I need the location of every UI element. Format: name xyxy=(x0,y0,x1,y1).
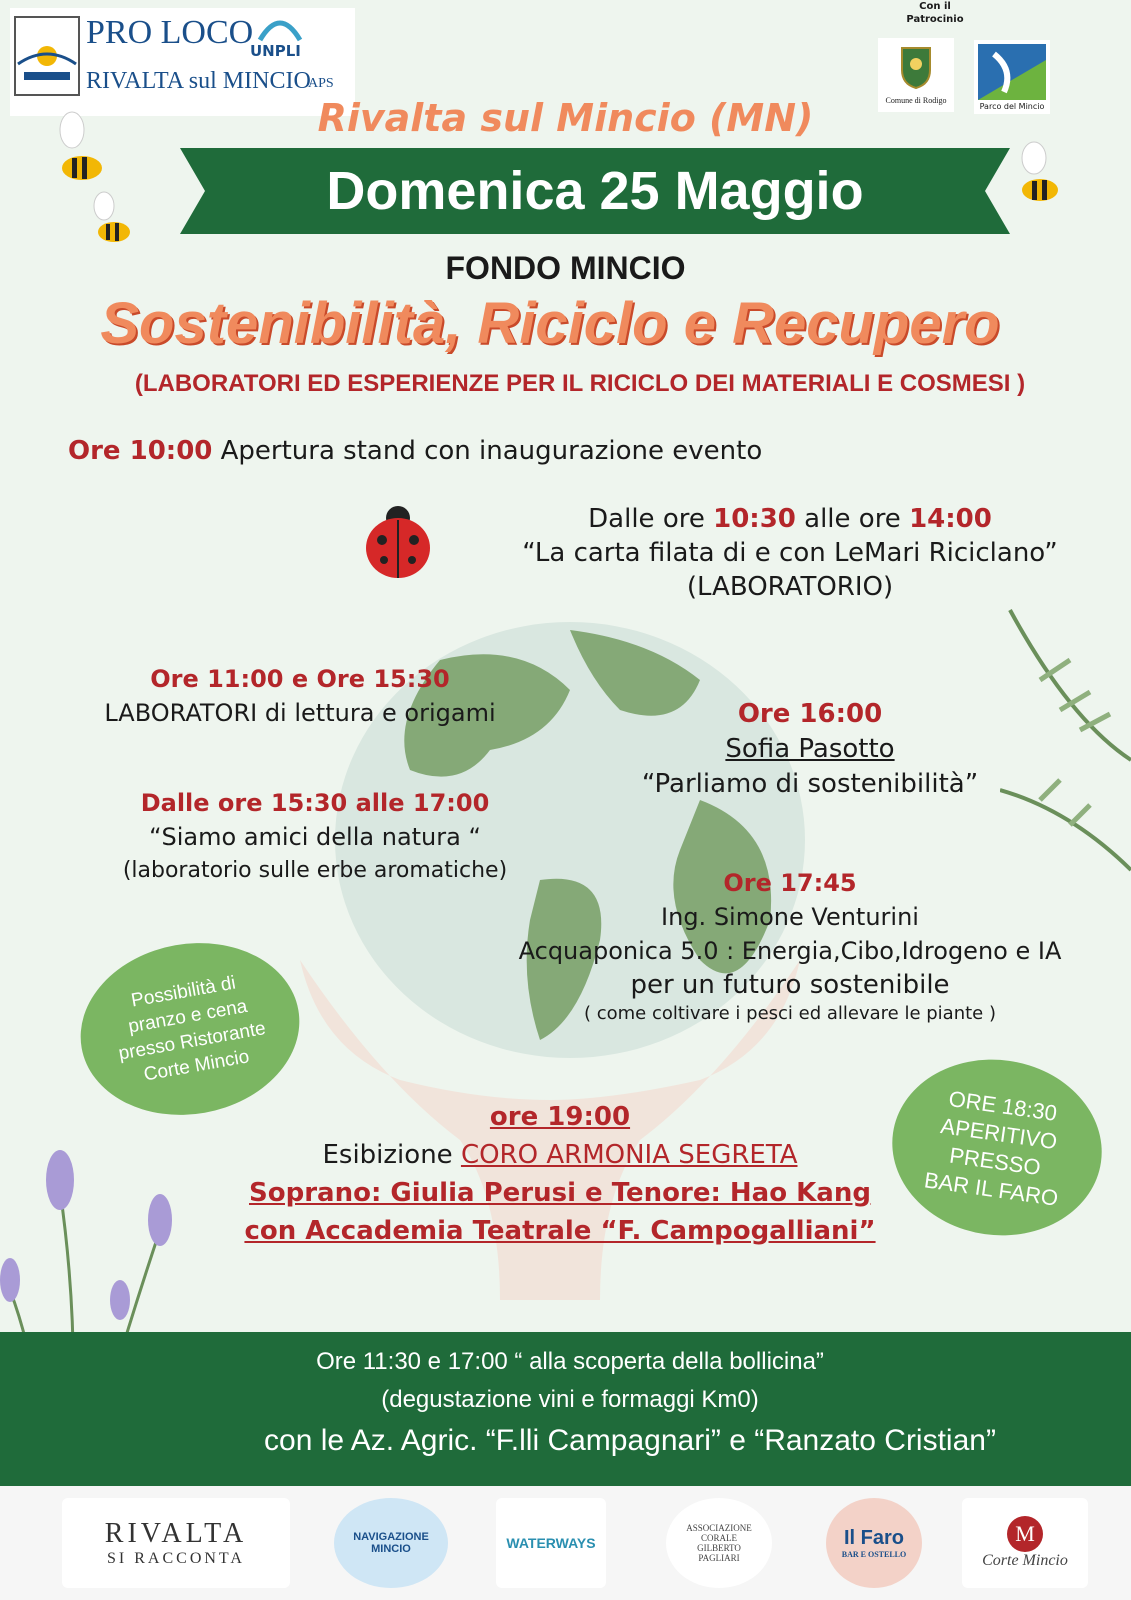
schedule-time-line xyxy=(500,502,1080,536)
schedule-time: Ore 10:00 xyxy=(68,436,213,466)
schedule-text: “La carta filata di e con LeMari Riciclano” xyxy=(522,538,1058,568)
rivalta-si-racconta-logo xyxy=(62,1498,290,1588)
schedule-time: Ore 17:45 xyxy=(723,869,857,897)
navigazione-logo-text: NAVIGAZIONE MINCIO xyxy=(353,1531,429,1555)
waterways-logo xyxy=(496,1498,606,1588)
schedule-item-6 xyxy=(470,866,1110,1026)
corte-mincio-emblem: M xyxy=(1007,1516,1043,1552)
event-subtitle: (LABORATORI ED ESPERIENZE PER IL RICICLO DEI MATERIALI E COSMESI ) xyxy=(134,370,1026,397)
tasting-line-1: Ore 11:30 e 17:00 “ alla scoperta della bollicina” xyxy=(316,1348,824,1375)
corte-mincio-logo-text: Corte Mincio xyxy=(982,1552,1068,1569)
bee-icon xyxy=(1010,140,1070,210)
proloco-aps: APS xyxy=(308,76,334,91)
unpli-logo-icon xyxy=(255,10,305,44)
schedule-time: ore 19:00 xyxy=(489,1102,631,1132)
rivalta-logo-subtext: SI RACCONTA xyxy=(107,1550,245,1567)
parco-label: Parco del Mincio xyxy=(979,102,1045,111)
speaker-name: Sofia Pasotto xyxy=(725,734,895,764)
schedule-item-1 xyxy=(68,436,762,466)
navigazione-mincio-logo xyxy=(334,1498,448,1588)
schedule-text: LABORATORI di lettura e origami xyxy=(104,699,496,727)
schedule-item-2 xyxy=(500,502,1080,604)
unpli-label: UNPLI xyxy=(250,42,301,60)
corte-mincio-logo xyxy=(962,1498,1088,1588)
event-venue: FONDO MINCIO xyxy=(445,250,686,286)
il-faro-logo xyxy=(826,1498,922,1588)
rivalta-logo-text: RIVALTA xyxy=(104,1518,248,1549)
event-title: Sostenibilità, Riciclo e Recupero xyxy=(100,291,1000,356)
schedule-note: ( come coltivare i pesci ed allevare le piante ) xyxy=(583,1003,996,1024)
ladybug-icon xyxy=(360,500,436,582)
schedule-note: (LABORATORIO) xyxy=(686,572,894,602)
schedule-text: Apertura stand con inaugurazione evento xyxy=(220,436,763,466)
heron-icon xyxy=(974,40,1050,102)
schedule-text: per un futuro sostenibile xyxy=(630,970,950,1000)
tasting-line-2: (degustazione vini e formaggi Km0) xyxy=(381,1386,759,1413)
proloco-place: RIVALTA sul MINCIO xyxy=(86,68,311,94)
schedule-time: Dalle ore 15:30 alle 17:00 xyxy=(140,789,490,817)
event-date: Domenica 25 Maggio xyxy=(326,161,864,221)
comune-label: Comune di Rodigo xyxy=(885,96,947,105)
patrocinio-label: Con il Patrocinio xyxy=(906,1,964,25)
lunch-badge-text: Possibilità di pranzo e cena presso Ristorante Corte Mincio xyxy=(117,972,268,1086)
event-location: Rivalta sul Mincio (MN) xyxy=(317,96,814,140)
schedule-text: “Parliamo di sostenibilità” xyxy=(641,769,979,799)
schedule-time: 14:00 xyxy=(909,504,992,534)
schedule-label: Esibizione xyxy=(322,1140,453,1170)
proloco-emblem-icon xyxy=(14,16,80,96)
schedule-item-7 xyxy=(180,1098,940,1250)
corale-logo-text: ASSOCIAZIONE CORALE GILBERTO PAGLIARI xyxy=(686,1523,752,1563)
schedule-label: Dalle ore xyxy=(588,504,705,534)
proloco-name: PRO LOCO xyxy=(86,14,254,51)
speaker-name: Ing. Simone Venturini xyxy=(661,903,919,931)
waterways-logo-text: WATERWAYS xyxy=(506,1535,596,1551)
schedule-item-3 xyxy=(70,662,530,730)
schedule-time: Ore 16:00 xyxy=(737,699,883,729)
schedule-note: (laboratorio sulle erbe aromatiche) xyxy=(122,858,508,883)
schedule-time: 10:30 xyxy=(713,504,796,534)
schedule-text: Acquaponica 5.0 : Energia,Cibo,Idrogeno e IA xyxy=(518,937,1062,965)
aperitivo-badge-text: ORE 18:30 APERITIVO PRESSO BAR IL FARO xyxy=(922,1085,1060,1211)
schedule-label: alle ore xyxy=(804,504,901,534)
singers-line: Soprano: Giulia Perusi e Tenore: Hao Kang xyxy=(249,1178,871,1208)
faro-logo-subtext: BAR E OSTELLO xyxy=(841,1550,907,1559)
tasting-line-3: con le Az. Agric. “F.lli Campagnari” e “Ranzato Cristian” xyxy=(264,1424,996,1457)
schedule-text: “Siamo amici della natura “ xyxy=(149,823,481,851)
coat-of-arms-icon xyxy=(878,38,954,96)
schedule-time: Ore 11:00 e Ore 15:30 xyxy=(150,665,450,693)
academy-line: con Accademia Teatrale “F. Campogalliani” xyxy=(244,1216,876,1246)
bee-icon xyxy=(88,190,138,250)
schedule-item-4 xyxy=(590,697,1030,802)
associazione-corale-logo xyxy=(666,1498,772,1588)
choir-name: CORO ARMONIA SEGRETA xyxy=(460,1140,798,1170)
faro-logo-text: Il Faro xyxy=(843,1527,904,1549)
performance-line xyxy=(180,1136,940,1174)
